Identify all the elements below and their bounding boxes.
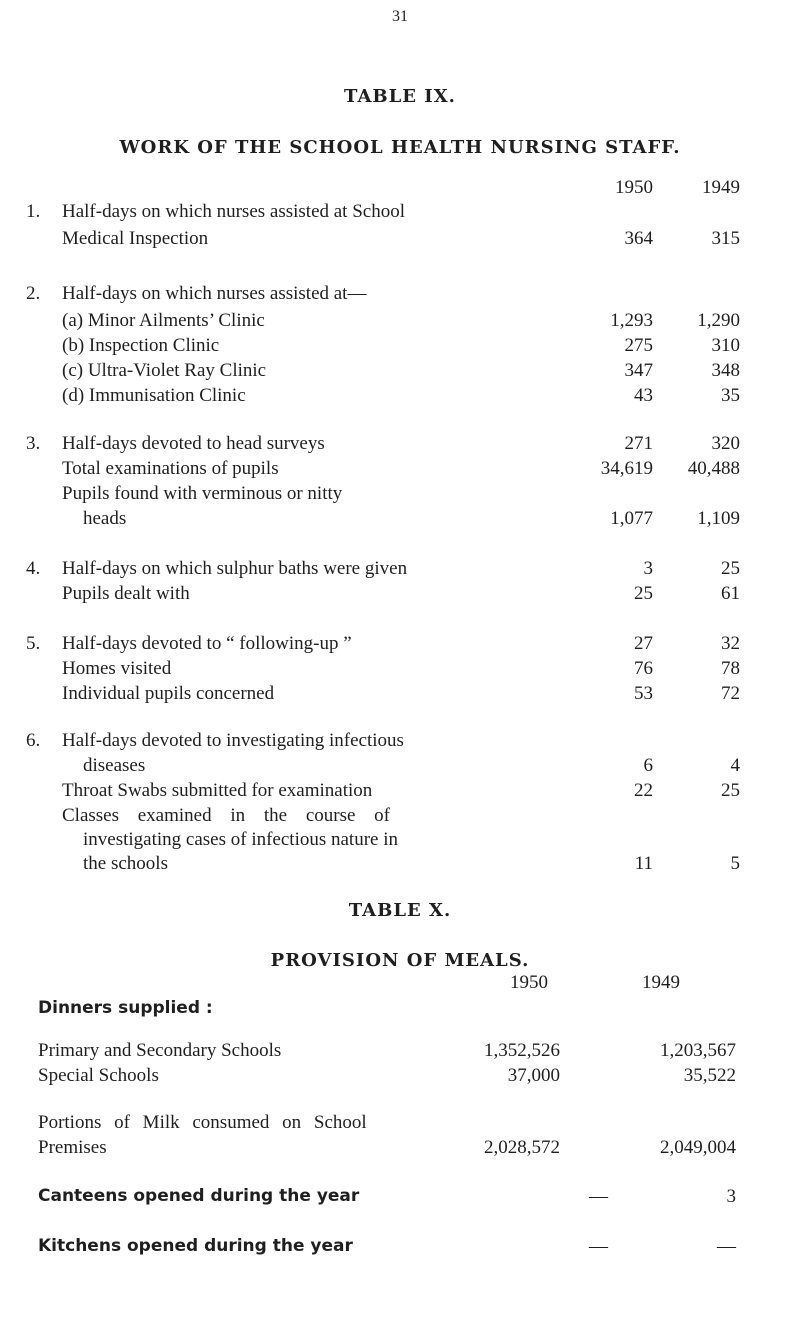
table-row: investigating cases of infectious nature in (83, 829, 398, 850)
table-ix-column-headers (0, 177, 800, 203)
table-x-subtitle: PROVISION OF MEALS. (270, 950, 530, 971)
table-x-column-headers (0, 972, 800, 998)
table-row: heads 1,077 1,109 (83, 508, 740, 529)
table-row: 1. Half-days on which nurses assisted at School (26, 201, 405, 222)
table-row: (a) Minor Ailments’ Clinic 1,293 1,290 (62, 310, 740, 331)
col-1950-header: 1950 (615, 177, 653, 198)
table-row: 5. Half-days devoted to “ following-up ” 27 32 (26, 633, 740, 654)
table-row: Canteens opened during the year — 3 (38, 1186, 736, 1207)
table-row: Premises 2,028,572 2,049,004 (38, 1137, 736, 1158)
table-x-title: TABLE X. (348, 900, 452, 921)
col-1949-header: 1949 (702, 177, 740, 198)
table-row: Individual pupils concerned 53 72 (62, 683, 740, 704)
col-1950-header: 1950 (510, 972, 548, 993)
page-number: 31 (392, 8, 408, 25)
table-row: diseases 6 4 (83, 755, 740, 776)
table-row: 2. Half-days on which nurses assisted at— (26, 283, 367, 304)
table-row: Special Schools 37,000 35,522 (38, 1065, 736, 1086)
table-row: Homes visited 76 78 (62, 658, 740, 679)
table-row: Primary and Secondary Schools 1,352,526 1,203,567 (38, 1040, 736, 1061)
dinners-heading: Dinners supplied : (38, 998, 213, 1018)
table-ix-title: TABLE IX. (344, 86, 456, 107)
table-ix-subtitle: WORK OF THE SCHOOL HEALTH NURSING STAFF. (119, 137, 681, 158)
table-row: (c) Ultra-Violet Ray Clinic 347 348 (62, 360, 740, 381)
table-row: Pupils dealt with 25 61 (62, 583, 740, 604)
table-row: Kitchens opened during the year — — (38, 1236, 736, 1257)
table-row: 3. Half-days devoted to head surveys 271 320 (26, 433, 740, 454)
table-row: 4. Half-days on which sulphur baths were given 3 25 (26, 558, 740, 579)
table-row: Classes examined in the course of (62, 805, 391, 826)
table-row: Pupils found with verminous or nitty (62, 483, 343, 504)
table-row: 6. Half-days devoted to investigating infectious (26, 730, 404, 751)
table-row: (d) Immunisation Clinic 43 35 (62, 385, 740, 406)
table-row: Medical Inspection 364 315 (62, 228, 740, 249)
table-row: the schools 11 5 (83, 853, 740, 874)
table-row: Throat Swabs submitted for examination 22 25 (62, 780, 740, 801)
table-row: Total examinations of pupils 34,619 40,488 (62, 458, 740, 479)
table-row: (b) Inspection Clinic 275 310 (62, 335, 740, 356)
table-row: Portions of Milk consumed on School (38, 1112, 367, 1133)
col-1949-header: 1949 (642, 972, 680, 993)
